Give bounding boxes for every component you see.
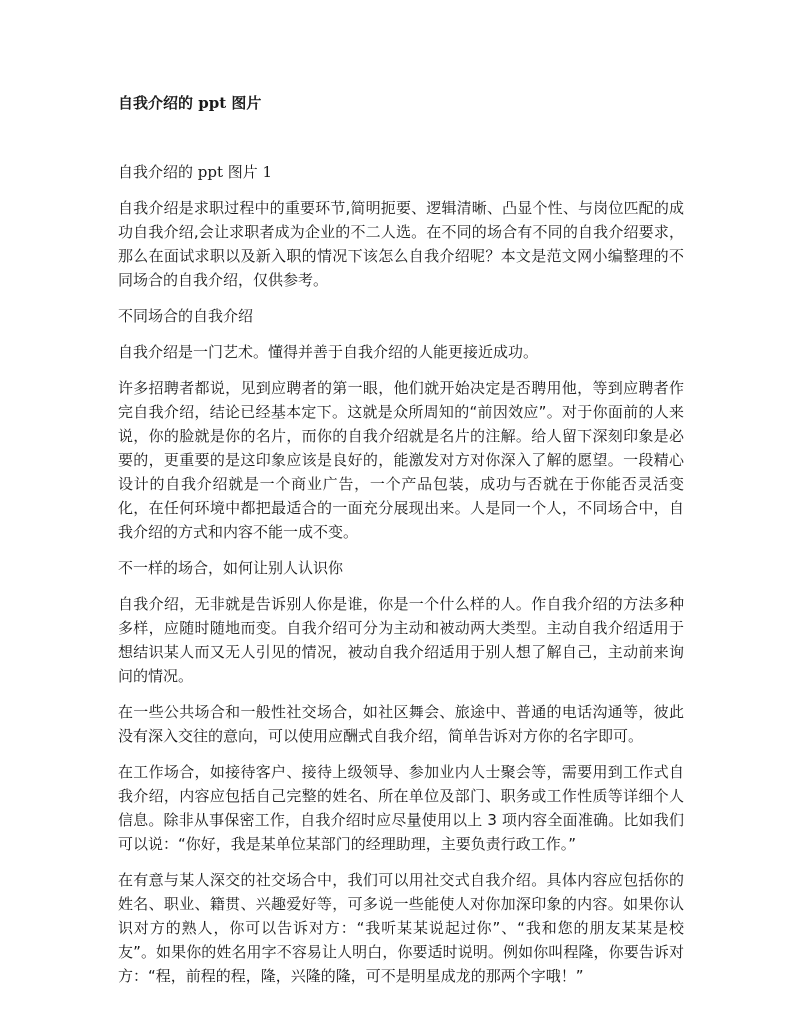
social-occasion-paragraph: 在有意与某人深交的社交场合中，我们可以用社交式自我介绍。具体内容应包括你的姓名、职业、籍贯、兴趣爱好等，可多说一些能使人对你加深印象的内容。如果你认识对方的熟人，你可以告诉对方：“我听某某说起过你”、“我和您的朋友某某是校友”。如果你的姓名用字不容易让人明白，你要适时说明。例如你叫程隆，你要告诉对方：“程，前程的程，隆，兴隆的隆，可不是明星成龙的那两个字哦！”	[118, 871, 684, 985]
document-subtitle: 自我介绍的 ppt 图片 1	[118, 163, 273, 181]
public-occasion-paragraph: 在一些公共场合和一般性社交场合，如社区舞会、旅途中、普通的电话沟通等，彼此没有深入交往的意向，可以使用应酬式自我介绍，简单告诉对方你的名字即可。	[118, 703, 684, 745]
document-body	[118, 160, 684, 1000]
first-impression-paragraph: 许多招聘者都说，见到应聘者的第一眼，他们就开始决定是否聘用他，等到应聘者作完自我介绍，结论已经基本定下。这就是众所周知的“前因效应”。对于你面前的人来说，你的脸就是你的名片，而你的自我介绍就是名片的注解。给人留下深刻印象是必要的，更重要的是这印象应该是良好的，能激发对方对你深入了解的愿望。一段精心设计的自我介绍就是一个商业广告，一个产品包装，成功与否就在于你能否灵活变化，在任何环境中都把最适合的一面充分展现出来。人是同一个人，不同场合中，自我介绍的方式和内容不能一成不变。	[118, 379, 684, 541]
art-paragraph: 自我介绍是一门艺术。懂得并善于自我介绍的人能更接近成功。	[118, 343, 539, 361]
intro-paragraph: 自我介绍是求职过程中的重要环节,简明扼要、逻辑清晰、凸显个性、与岗位匹配的成功自我介绍,会让求职者成为企业的不二人选。在不同的场合有不同的自我介绍要求，那么在面试求职以及新入职的情况下该怎么自我介绍呢？本文是范文网小编整理的不同场合的自我介绍，仅供参考。	[118, 199, 684, 289]
methods-paragraph: 自我介绍，无非就是告诉别人你是谁，你是一个什么样的人。作自我介绍的方法多种多样，应随时随地而变。自我介绍可分为主动和被动两大类型。主动自我介绍适用于想结识某人而又无人引见的情况，被动自我介绍适用于别人想了解自己，主动前来询问的情况。	[118, 595, 684, 685]
document-title: 自我介绍的 ppt 图片	[118, 94, 262, 112]
section-heading-scenarios: 不同场合的自我介绍	[118, 307, 254, 325]
section-heading-let-others-know-you: 不一样的场合，如何让别人认识你	[118, 559, 344, 577]
work-occasion-paragraph: 在工作场合，如接待客户、接待上级领导、参加业内人士聚会等，需要用到工作式自我介绍，内容应包括自己完整的姓名、所在单位及部门、职务或工作性质等详细个人信息。除非从事保密工作，自我介绍时应尽量使用以上 3 项内容全面准确。比如我们可以说：“你好，我是某单位某部门的经理助理，主要负责行政工作。”	[118, 763, 684, 853]
